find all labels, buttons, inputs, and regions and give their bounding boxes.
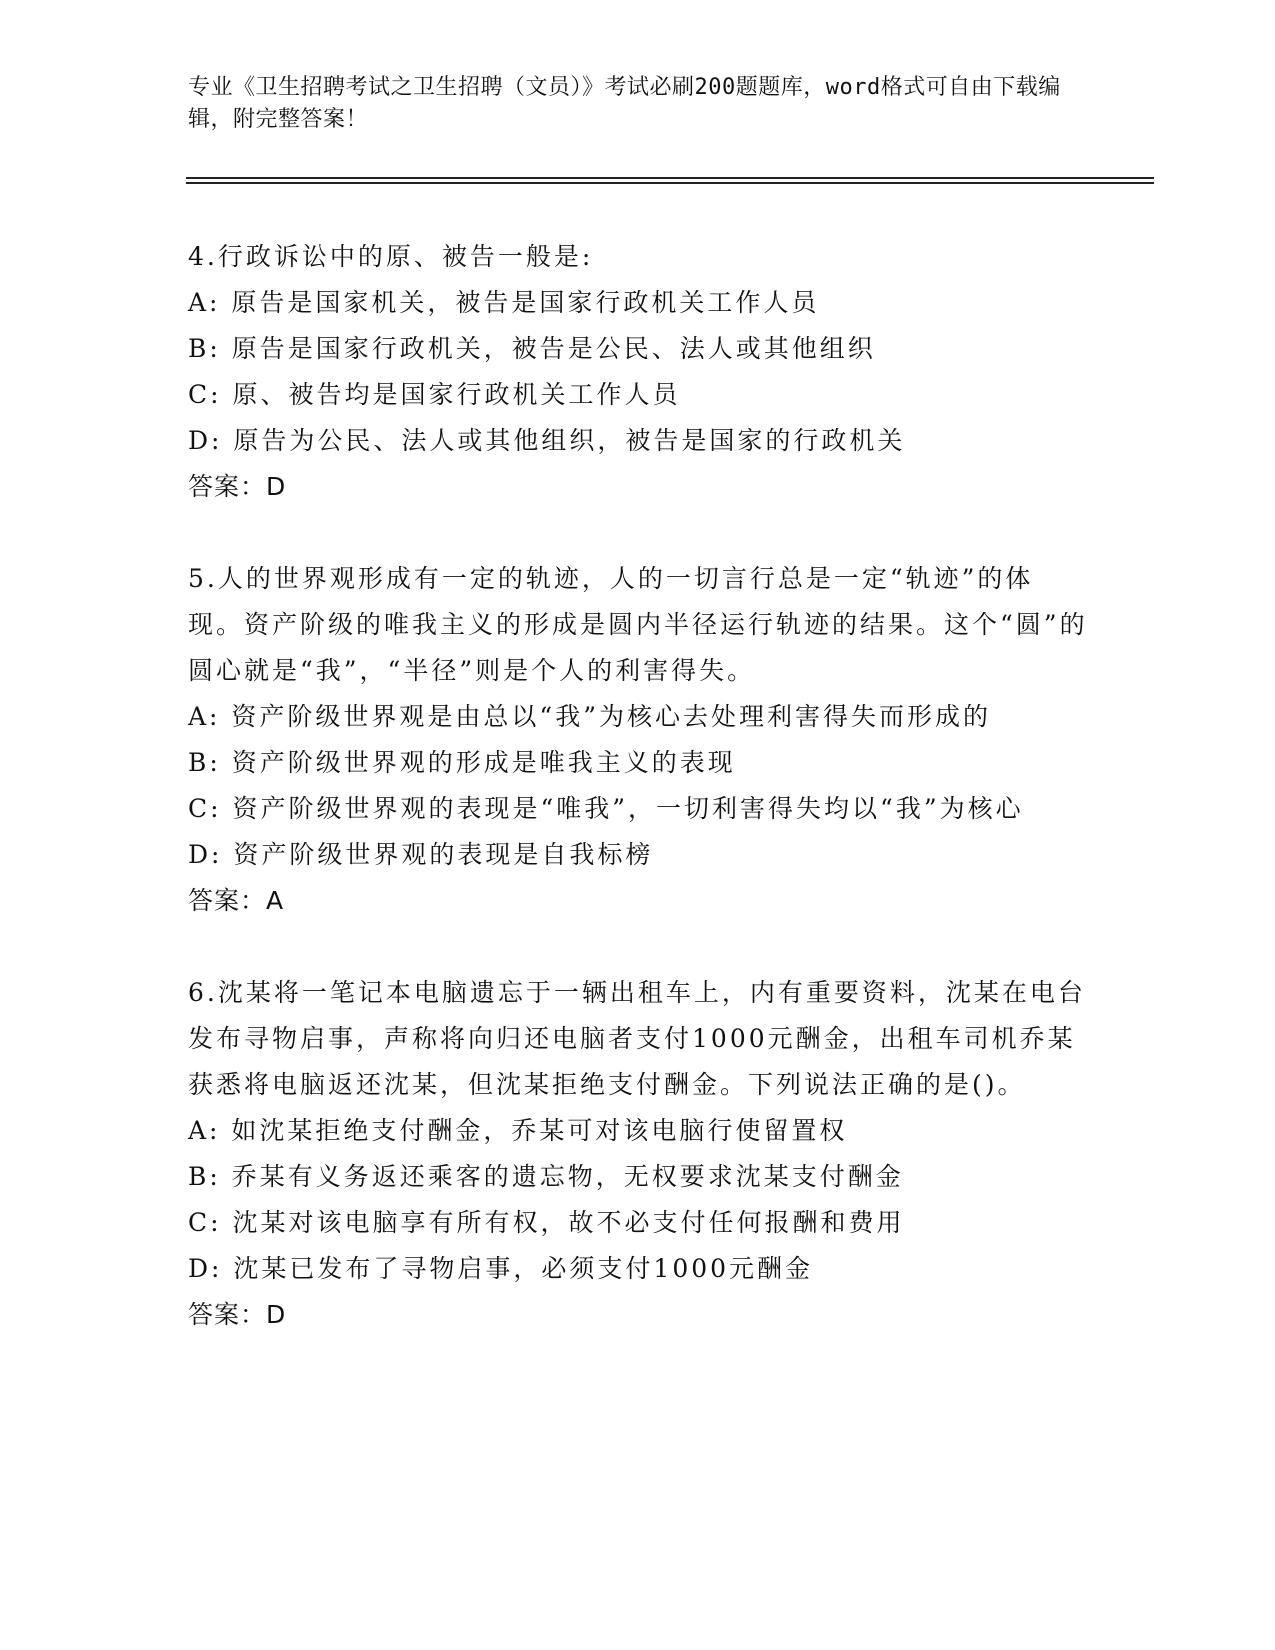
question-stem: 6.沈某将一笔记本电脑遗忘于一辆出租车上，内有重要资料，沈某在电台发布寻物启事，声称将向归还电脑者支付1000元酬金，出租车司机乔某获悉将电脑返还沈某，但沈某拒绝支付酬金。下列说法正确的是()。 xyxy=(188,978,1086,1099)
option-a: A: 原告是国家机关，被告是国家行政机关工作人员 xyxy=(188,288,820,317)
option-d: D: 资产阶级世界观的表现是自我标榜 xyxy=(188,840,654,869)
question-stem: 5.人的世界观形成有一定的轨迹，人的一切言行总是一定“轨迹”的体现。资产阶级的唯我主义的形成是圆内半径运行轨迹的结果。这个“圆”的圆心就是“我”，“半径”则是个人的利害得失。 xyxy=(188,564,1088,685)
option-d: D: 原告为公民、法人或其他组织，被告是国家的行政机关 xyxy=(188,426,906,455)
document-header: 专业《卫生招聘考试之卫生招聘（文员）》考试必刷200题题库，word格式可自由下载编辑，附完整答案！ xyxy=(188,75,1061,132)
header-divider-bottom xyxy=(186,182,1154,184)
option-a: A: 资产阶级世界观是由总以“我”为核心去处理利害得失而形成的 xyxy=(188,702,991,731)
option-d: D: 沈某已发布了寻物启事，必须支付1000元酬金 xyxy=(188,1254,814,1283)
question-4 xyxy=(188,234,1088,510)
question-5 xyxy=(188,556,1088,924)
answer: 答案：D xyxy=(188,1300,287,1329)
option-b: B: 乔某有义务返还乘客的遗忘物，无权要求沈某支付酬金 xyxy=(188,1162,904,1191)
question-stem: 4.行政诉讼中的原、被告一般是: xyxy=(188,242,594,271)
question-6 xyxy=(188,970,1088,1338)
header-divider-top xyxy=(186,177,1154,179)
option-b: B: 原告是国家行政机关，被告是公民、法人或其他组织 xyxy=(188,334,876,363)
option-c: C: 沈某对该电脑享有所有权，故不必支付任何报酬和费用 xyxy=(188,1208,905,1237)
option-b: B: 资产阶级世界观的形成是唯我主义的表现 xyxy=(188,748,736,777)
answer: 答案：A xyxy=(188,886,285,915)
question-list xyxy=(188,234,1088,1384)
option-c: C: 资产阶级世界观的表现是“唯我”，一切利害得失均以“我”为核心 xyxy=(188,794,1024,823)
option-a: A: 如沈某拒绝支付酬金，乔某可对该电脑行使留置权 xyxy=(188,1116,848,1145)
option-c: C: 原、被告均是国家行政机关工作人员 xyxy=(188,380,681,409)
answer: 答案：D xyxy=(188,472,287,501)
